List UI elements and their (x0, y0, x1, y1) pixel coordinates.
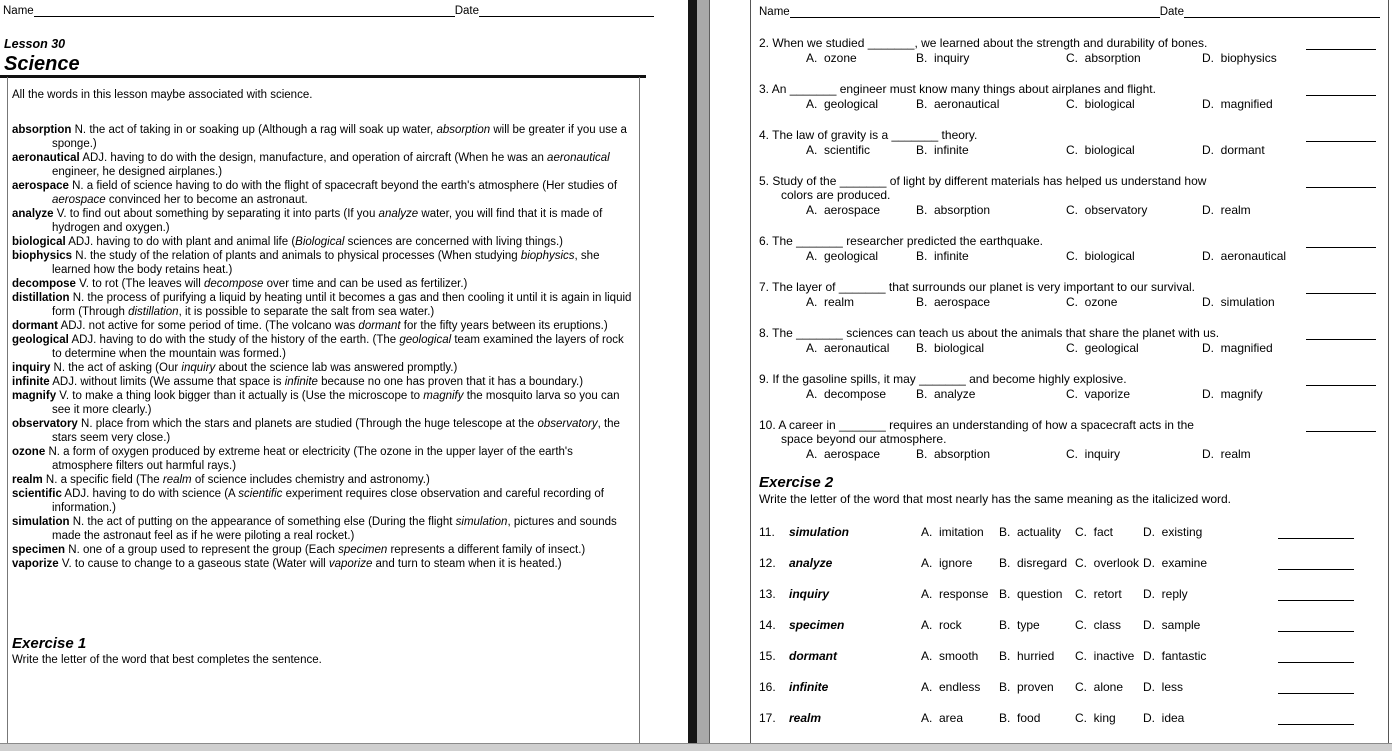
word-definition: N. the act of asking (Our inquiry about the science lab was answered promptly.) (53, 362, 458, 374)
option-d: D. magnify (1202, 387, 1263, 401)
word-definition: ADJ. having to do with plant and animal life (Biological sciences are concerned with living things.) (68, 236, 564, 248)
word-term: realm (12, 474, 43, 486)
worksheet-page-left (0, 0, 688, 751)
item-number: 16. (759, 680, 776, 694)
option-b: B. absorption (916, 447, 991, 461)
word-entry (12, 151, 633, 179)
name-blank-line (790, 5, 1160, 18)
answer-blank (1278, 712, 1354, 725)
question-options (759, 97, 1380, 111)
question-text: 4. The law of gravity is a _______ theory. (759, 128, 978, 142)
question-options (759, 341, 1380, 355)
option-c: C. retort (1075, 587, 1122, 601)
question (759, 128, 1380, 157)
option-d: D. aeronautical (1202, 249, 1287, 263)
word-entry (12, 123, 633, 151)
answer-blank (1306, 281, 1376, 294)
word-term: geological (12, 334, 69, 346)
question-options (759, 387, 1380, 401)
option-c: C. inactive (1075, 649, 1135, 663)
stimulus-word: inquiry (789, 587, 830, 601)
word-entry (12, 487, 633, 515)
option-d: D. idea (1143, 711, 1185, 725)
word-entry (12, 445, 633, 473)
word-term: aeronautical (12, 152, 80, 164)
question-number: 8. (759, 326, 773, 340)
option-b: B. food (999, 711, 1041, 725)
name-label: Name (759, 6, 790, 18)
question-number: 5. (759, 174, 773, 188)
question-text: 5. Study of the _______ of light by different materials has helped us understand how (759, 174, 1207, 188)
word-term: aerospace (12, 180, 69, 192)
word-definition: N. place from which the stars and planets are studied (Through the huge telescope at the observatory, the stars seem very close.) (52, 418, 620, 444)
exercise2-heading: Exercise 2 (759, 474, 834, 491)
word-definition: V. to cause to change to a gaseous state (Water will vaporize and turn to steam when it is heated.) (61, 558, 562, 570)
option-c: C. observatory (1066, 203, 1148, 217)
word-list (12, 123, 633, 571)
page-divider-edge (688, 0, 697, 751)
option-d: D. realm (1202, 203, 1251, 217)
question-number: 9. (759, 372, 773, 386)
answer-blank (1306, 419, 1376, 432)
question-options (759, 295, 1380, 309)
question-text-line2: colors are produced. (781, 188, 891, 202)
option-a: A. geological (806, 97, 879, 111)
date-blank-line (1184, 5, 1380, 18)
answer-blank (1278, 557, 1354, 570)
option-d: D. simulation (1202, 295, 1275, 309)
word-term: analyze (12, 208, 54, 220)
option-c: C. biological (1066, 249, 1135, 263)
word-definition: ADJ. not active for some period of time. (The volcano was dormant for the fifty years between its eruptions.) (60, 320, 608, 332)
matching-row (759, 711, 1380, 725)
name-label: Name (3, 5, 34, 17)
exercise1-instruction: Write the letter of the word that best completes the sentence. (12, 654, 322, 666)
word-definition: V. to rot (The leaves will decompose over time and can be used as fertilizer.) (79, 278, 468, 290)
option-c: C. geological (1066, 341, 1139, 355)
option-a: A. geological (806, 249, 879, 263)
word-entry (12, 207, 633, 235)
question (759, 326, 1380, 355)
option-d: D. magnified (1202, 97, 1273, 111)
answer-blank (1306, 37, 1376, 50)
word-entry (12, 375, 633, 389)
word-entry (12, 249, 633, 277)
word-entry (12, 515, 633, 543)
word-entry (12, 291, 633, 319)
stimulus-word: simulation (789, 525, 850, 539)
option-a: A. scientific (806, 143, 871, 157)
option-b: B. absorption (916, 203, 991, 217)
question (759, 234, 1380, 263)
option-d: D. realm (1202, 447, 1251, 461)
question-number: 10. (759, 418, 779, 432)
horizontal-scrollbar[interactable] (0, 743, 1392, 751)
word-entry (12, 473, 633, 487)
stimulus-word: dormant (789, 649, 837, 663)
question-options (759, 447, 1380, 461)
word-term: biological (12, 236, 66, 248)
word-term: absorption (12, 124, 72, 136)
question-text: 10. A career in _______ requires an understanding of how a spacecraft acts in the (759, 418, 1194, 432)
word-entry (12, 361, 633, 375)
name-date-header (759, 4, 1380, 18)
word-entry (12, 179, 633, 207)
question-text: 6. The _______ researcher predicted the earthquake. (759, 234, 1043, 248)
option-b: B. aeronautical (916, 97, 1000, 111)
option-b: B. inquiry (916, 51, 970, 65)
option-c: C. inquiry (1066, 447, 1121, 461)
word-term: scientific (12, 488, 62, 500)
word-definition: N. the study of the relation of plants and animals to physical processes (When studying biophysics, she learned how the body retains heat.) (52, 250, 600, 276)
word-entry (12, 277, 633, 291)
question-text: 8. The _______ sciences can teach us about the animals that share the planet with us. (759, 326, 1220, 340)
option-b: B. actuality (999, 525, 1062, 539)
question (759, 280, 1380, 309)
stimulus-word: infinite (789, 680, 829, 694)
word-term: dormant (12, 320, 58, 332)
option-a: A. response (921, 587, 989, 601)
item-number: 11. (759, 525, 775, 539)
question (759, 418, 1380, 461)
worksheet-page-right (750, 0, 1389, 751)
word-term: vaporize (12, 558, 59, 570)
word-term: observatory (12, 418, 78, 430)
word-entry (12, 557, 633, 571)
date-label: Date (1159, 6, 1184, 18)
word-definition: N. the act of taking in or soaking up (Although a rag will soak up water, absorption will be greater if you use a sponge.) (52, 124, 627, 150)
word-term: biophysics (12, 250, 73, 262)
option-d: D. reply (1143, 587, 1188, 601)
option-d: D. less (1143, 680, 1184, 694)
name-date-header (3, 3, 654, 17)
question-number: 6. (759, 234, 773, 248)
date-label: Date (454, 5, 479, 17)
answer-blank (1306, 129, 1376, 142)
item-number: 13. (759, 587, 776, 601)
answer-blank (1306, 83, 1376, 96)
option-b: B. biological (916, 341, 985, 355)
option-d: D. magnified (1202, 341, 1273, 355)
word-definition: N. a field of science having to do with the flight of spacecraft beyond the earth's atmosphere (Her studies of aerospace convinced her to become an astronaut. (52, 180, 618, 206)
option-c: C. overlook (1075, 556, 1140, 570)
word-entry (12, 417, 633, 445)
answer-blank (1306, 235, 1376, 248)
question-text: 9. If the gasoline spills, it may _______ and become highly explosive. (759, 372, 1127, 386)
option-b: B. aerospace (916, 295, 991, 309)
word-entry (12, 543, 633, 557)
word-definition: ADJ. having to do with the design, manufacture, and operation of aircraft (When he was an aeronautical engineer, he designed airplanes.) (52, 152, 610, 178)
option-d: D. sample (1143, 618, 1201, 632)
option-c: C. absorption (1066, 51, 1141, 65)
answer-blank (1306, 175, 1376, 188)
option-a: A. ozone (806, 51, 857, 65)
option-d: D. existing (1143, 525, 1203, 539)
option-a: A. area (921, 711, 964, 725)
question (759, 372, 1380, 401)
matching-row (759, 649, 1380, 663)
option-d: D. dormant (1202, 143, 1265, 157)
answer-blank (1278, 526, 1354, 539)
word-entry (12, 319, 633, 333)
option-c: C. class (1075, 618, 1122, 632)
answer-blank (1278, 588, 1354, 601)
word-term: simulation (12, 516, 70, 528)
question-number: 2. (759, 36, 773, 50)
question-text-line2: space beyond our atmosphere. (781, 432, 947, 446)
word-definition: ADJ. having to do with the study of the history of the earth. (The geological team examined the layers of rock to determine when the mountain was formed.) (52, 334, 624, 360)
question (759, 82, 1380, 111)
lesson-number: Lesson 30 (4, 37, 66, 51)
option-a: A. aerospace (806, 203, 881, 217)
question-number: 3. (759, 82, 772, 96)
item-number: 15. (759, 649, 776, 663)
question (759, 174, 1380, 217)
word-definition: ADJ. having to do with science (A scientific experiment requires close observation and careful recording of information.) (52, 488, 604, 514)
option-b: B. proven (999, 680, 1054, 694)
word-definition: N. a specific field (The realm of science includes chemistry and astronomy.) (45, 474, 430, 486)
word-definition: ADJ. without limits (We assume that space is infinite because no one has proven that it has a boundary.) (52, 376, 584, 388)
word-definition: N. the process of purifying a liquid by heating until it becomes a gas and then cooling it until it is again in liquid form (Through distillation, it is possible to separate the salt from sea water.) (52, 292, 632, 318)
word-term: magnify (12, 390, 57, 402)
exercise2-instruction: Write the letter of the word that most nearly has the same meaning as the italicized word. (759, 492, 1232, 506)
word-definition: N. one of a group used to represent the group (Each specimen represents a different family of insect.) (68, 544, 586, 556)
word-term: specimen (12, 544, 66, 556)
matching-row (759, 525, 1380, 539)
question-options (759, 143, 1380, 157)
date-blank-line (479, 4, 654, 17)
item-number: 12. (759, 556, 776, 570)
option-b: B. type (999, 618, 1040, 632)
word-term: decompose (12, 278, 76, 290)
word-entry (12, 235, 633, 249)
option-b: B. disregard (999, 556, 1068, 570)
word-definition: V. to find out about something by separating it into parts (If you analyze water, you will find that it is made of hydrogen and oxygen.) (52, 208, 603, 234)
stimulus-word: realm (789, 711, 822, 725)
option-a: A. realm (806, 295, 855, 309)
option-c: C. biological (1066, 143, 1135, 157)
word-definition: V. to make a thing look bigger than it actually is (Use the microscope to magnify the mosquito larva so you can see it more clearly.) (52, 390, 620, 416)
option-a: A. decompose (806, 387, 887, 401)
option-c: C. biological (1066, 97, 1135, 111)
exercise1-question-list (759, 36, 1380, 461)
item-number: 14. (759, 618, 776, 632)
word-definition: N. the act of putting on the appearance of something else (During the flight simulation, pictures and sounds made the astronaut feel as if he were piloting a real rocket.) (52, 516, 617, 542)
matching-row (759, 587, 1380, 601)
question-text: 2. When we studied _______, we learned about the strength and durability of bones. (759, 36, 1208, 50)
matching-row (759, 556, 1380, 570)
page-title: Science (4, 53, 80, 75)
answer-blank (1306, 327, 1376, 340)
question-options (759, 51, 1380, 65)
option-d: D. examine (1143, 556, 1208, 570)
lesson-intro: All the words in this lesson maybe associated with science. (12, 89, 313, 101)
option-a: A. endless (921, 680, 981, 694)
word-term: ozone (12, 446, 46, 458)
question-options (759, 249, 1380, 263)
exercise2-matching-list (759, 525, 1380, 751)
question-text: 3. An _______ engineer must know many things about airplanes and flight. (759, 82, 1156, 96)
option-a: A. imitation (921, 525, 984, 539)
option-b: B. infinite (916, 249, 969, 263)
option-a: A. smooth (921, 649, 979, 663)
word-entry (12, 333, 633, 361)
word-term: distillation (12, 292, 70, 304)
option-c: C. alone (1075, 680, 1124, 694)
option-d: D. biophysics (1202, 51, 1277, 65)
option-b: B. infinite (916, 143, 969, 157)
option-c: C. vaporize (1066, 387, 1131, 401)
exercise1-heading: Exercise 1 (12, 635, 87, 652)
word-term: infinite (12, 376, 50, 388)
answer-blank (1278, 650, 1354, 663)
matching-row (759, 680, 1380, 694)
question-number: 7. (759, 280, 773, 294)
option-a: A. aeronautical (806, 341, 890, 355)
stimulus-word: specimen (789, 618, 845, 632)
answer-blank (1278, 681, 1354, 694)
question (759, 36, 1380, 65)
question-text: 7. The layer of _______ that surrounds our planet is very important to our survival. (759, 280, 1196, 294)
option-c: C. king (1075, 711, 1116, 725)
option-b: B. question (999, 587, 1063, 601)
stimulus-word: analyze (789, 556, 833, 570)
matching-row (759, 618, 1380, 632)
option-c: C. ozone (1066, 295, 1118, 309)
answer-blank (1278, 619, 1354, 632)
question-number: 4. (759, 128, 773, 142)
option-a: A. aerospace (806, 447, 881, 461)
page-divider-gap (697, 0, 710, 751)
option-b: B. analyze (916, 387, 976, 401)
item-number: 17. (759, 711, 776, 725)
question-options (759, 203, 1380, 217)
option-c: C. fact (1075, 525, 1114, 539)
option-d: D. fantastic (1143, 649, 1207, 663)
definitions-box (7, 77, 640, 751)
name-blank-line (34, 4, 455, 17)
option-a: A. rock (921, 618, 962, 632)
word-entry (12, 389, 633, 417)
option-b: B. hurried (999, 649, 1055, 663)
option-a: A. ignore (921, 556, 973, 570)
answer-blank (1306, 373, 1376, 386)
word-definition: N. a form of oxygen produced by extreme heat or electricity (The ozone in the upper layer of the earth's atmosphere filters out harmful rays.) (48, 446, 573, 472)
word-term: inquiry (12, 362, 51, 374)
